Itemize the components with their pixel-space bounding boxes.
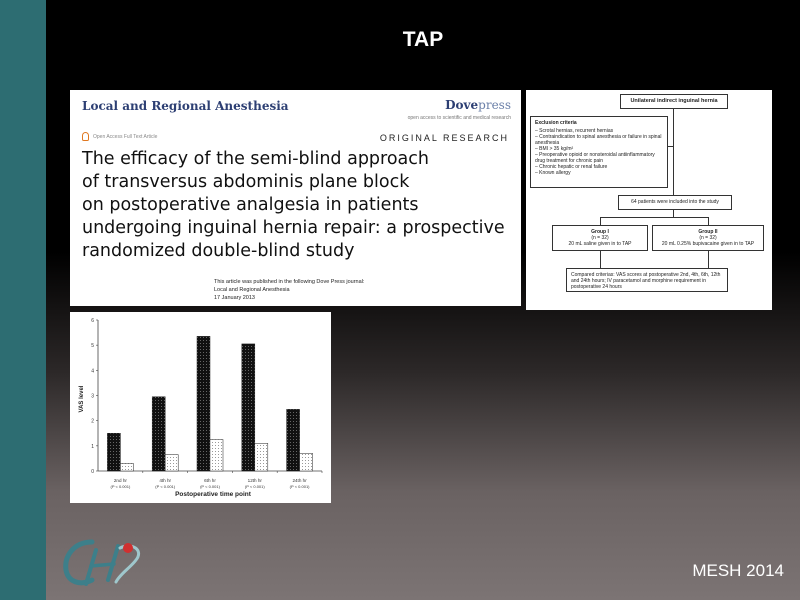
x-tick-sublabel: (P < 0.001) <box>155 484 176 489</box>
chu-logo-icon <box>52 530 148 594</box>
exclusion-item: – Chronic hepatic or renal failure <box>535 164 608 170</box>
group-1-name: Group I <box>591 229 609 235</box>
y-tick-label: 0 <box>91 469 94 475</box>
x-tick-sublabel: (P < 0.001) <box>200 484 220 489</box>
flow-connector <box>600 251 601 268</box>
bar-series-1-5 <box>287 409 300 471</box>
bar-series-1-2 <box>152 397 165 471</box>
open-access-label: Open Access Full Text Article <box>93 133 158 140</box>
bar-series-2-1 <box>120 463 133 471</box>
bar-series-1-4 <box>242 344 255 471</box>
group-2-treatment: 20 mL 0.25% bupivacaine given in to TAP <box>661 241 755 247</box>
x-tick-label: 24th hr <box>292 478 307 483</box>
flow-connector <box>600 217 601 225</box>
flow-connector <box>600 217 708 218</box>
bar-series-1-3 <box>197 336 210 471</box>
group-2-n: (n = 32) <box>699 235 717 241</box>
bar-series-1-1 <box>107 433 120 471</box>
article-type: ORIGINAL RESEARCH <box>379 133 509 143</box>
bar-series-2-5 <box>300 453 313 471</box>
article-title: The efficacy of the semi-blind approach of transversus abdominis plane block on postoperative analgesia in patients undergoing inguinal hernia repair: a prospective randomized double-blind study <box>82 149 505 261</box>
flow-connector <box>708 217 709 225</box>
y-tick-label: 4 <box>91 368 94 375</box>
publication-note: This article was published in the following Dove Press journal: Local and Regional Anesthesia 17 January 2013 <box>214 279 365 301</box>
group-1-treatment: 20 mL saline given in to TAP <box>568 241 632 247</box>
bar-series-2-2 <box>165 455 178 471</box>
bar-series-2-3 <box>210 440 223 471</box>
flow-box-exclusion <box>530 116 668 188</box>
chart-bars <box>107 336 312 471</box>
exclusion-item: – Preoperative opioid or nonsteroidal antiinflammatory drug treatment for chronic pain <box>535 152 655 164</box>
journal-name: Local and Regional Anesthesia <box>82 99 289 113</box>
y-tick-label: 3 <box>91 393 94 400</box>
flow-connector <box>673 109 674 195</box>
publisher-light: press <box>478 98 511 112</box>
flow-box-population: Unilateral indirect inguinal hernia <box>620 94 728 109</box>
x-tick-sublabel: (P < 0.001) <box>110 484 131 489</box>
flow-box-compared: Compared criterias: VAS scores at postoperative 2nd, 4th, 6th, 12th and 24th hours; IV paracetamol and morphine requirement in postoperative 24 hours <box>566 268 728 292</box>
x-tick-sublabel: (P < 0.001) <box>244 484 265 489</box>
x-tick-label: 12th hr <box>247 478 262 483</box>
chart-y-axis-label: VAS level <box>79 385 85 413</box>
y-tick-label: 6 <box>91 318 94 324</box>
x-tick-sublabel: (P < 0.001) <box>289 484 310 489</box>
vas-chart-svg <box>70 312 331 503</box>
x-tick-label: 6th hr <box>204 478 216 483</box>
chart-x-axis-label: Postoperative time point <box>175 491 251 498</box>
open-access-row <box>82 132 157 141</box>
slide-title: TAP <box>402 28 444 51</box>
exclusion-item: – BMI > 35 kg/m² <box>535 146 574 152</box>
exclusion-item: – Contraindication to spinal anesthesia or failure in spinal anesthesia <box>535 134 662 146</box>
teal-side-bar <box>0 0 46 600</box>
exclusion-item: – Known allergy <box>535 170 571 176</box>
flow-connector <box>668 146 673 147</box>
flow-box-group-2 <box>652 225 764 251</box>
flow-connector <box>673 210 674 217</box>
bar-series-2-4 <box>255 443 268 471</box>
flow-connector <box>708 251 709 268</box>
vas-bar-chart <box>70 312 331 503</box>
flow-box-included: 64 patients were included into the study <box>618 195 732 210</box>
publisher-tagline: open access to scientific and medical research <box>407 115 511 121</box>
publisher-logo <box>445 98 511 112</box>
footer-label: MESH 2014 <box>692 561 784 580</box>
exclusion-header: Exclusion criteria <box>535 120 577 126</box>
x-tick-label: 2nd hr <box>113 478 127 483</box>
open-access-lock-icon <box>82 132 89 141</box>
study-flowchart <box>526 90 772 310</box>
y-tick-label: 1 <box>91 443 94 450</box>
article-header-image <box>70 90 521 306</box>
group-1-n: (n = 32) <box>591 235 609 241</box>
exclusion-item: – Scrotal hernias, recurrent hernias <box>535 128 614 134</box>
flow-box-group-1 <box>552 225 648 251</box>
y-tick-label: 5 <box>91 343 94 350</box>
group-2-name: Group II <box>698 229 718 235</box>
publisher-bold: Dove <box>445 98 479 112</box>
y-tick-label: 2 <box>91 418 94 425</box>
x-tick-label: 4th hr <box>159 478 172 483</box>
